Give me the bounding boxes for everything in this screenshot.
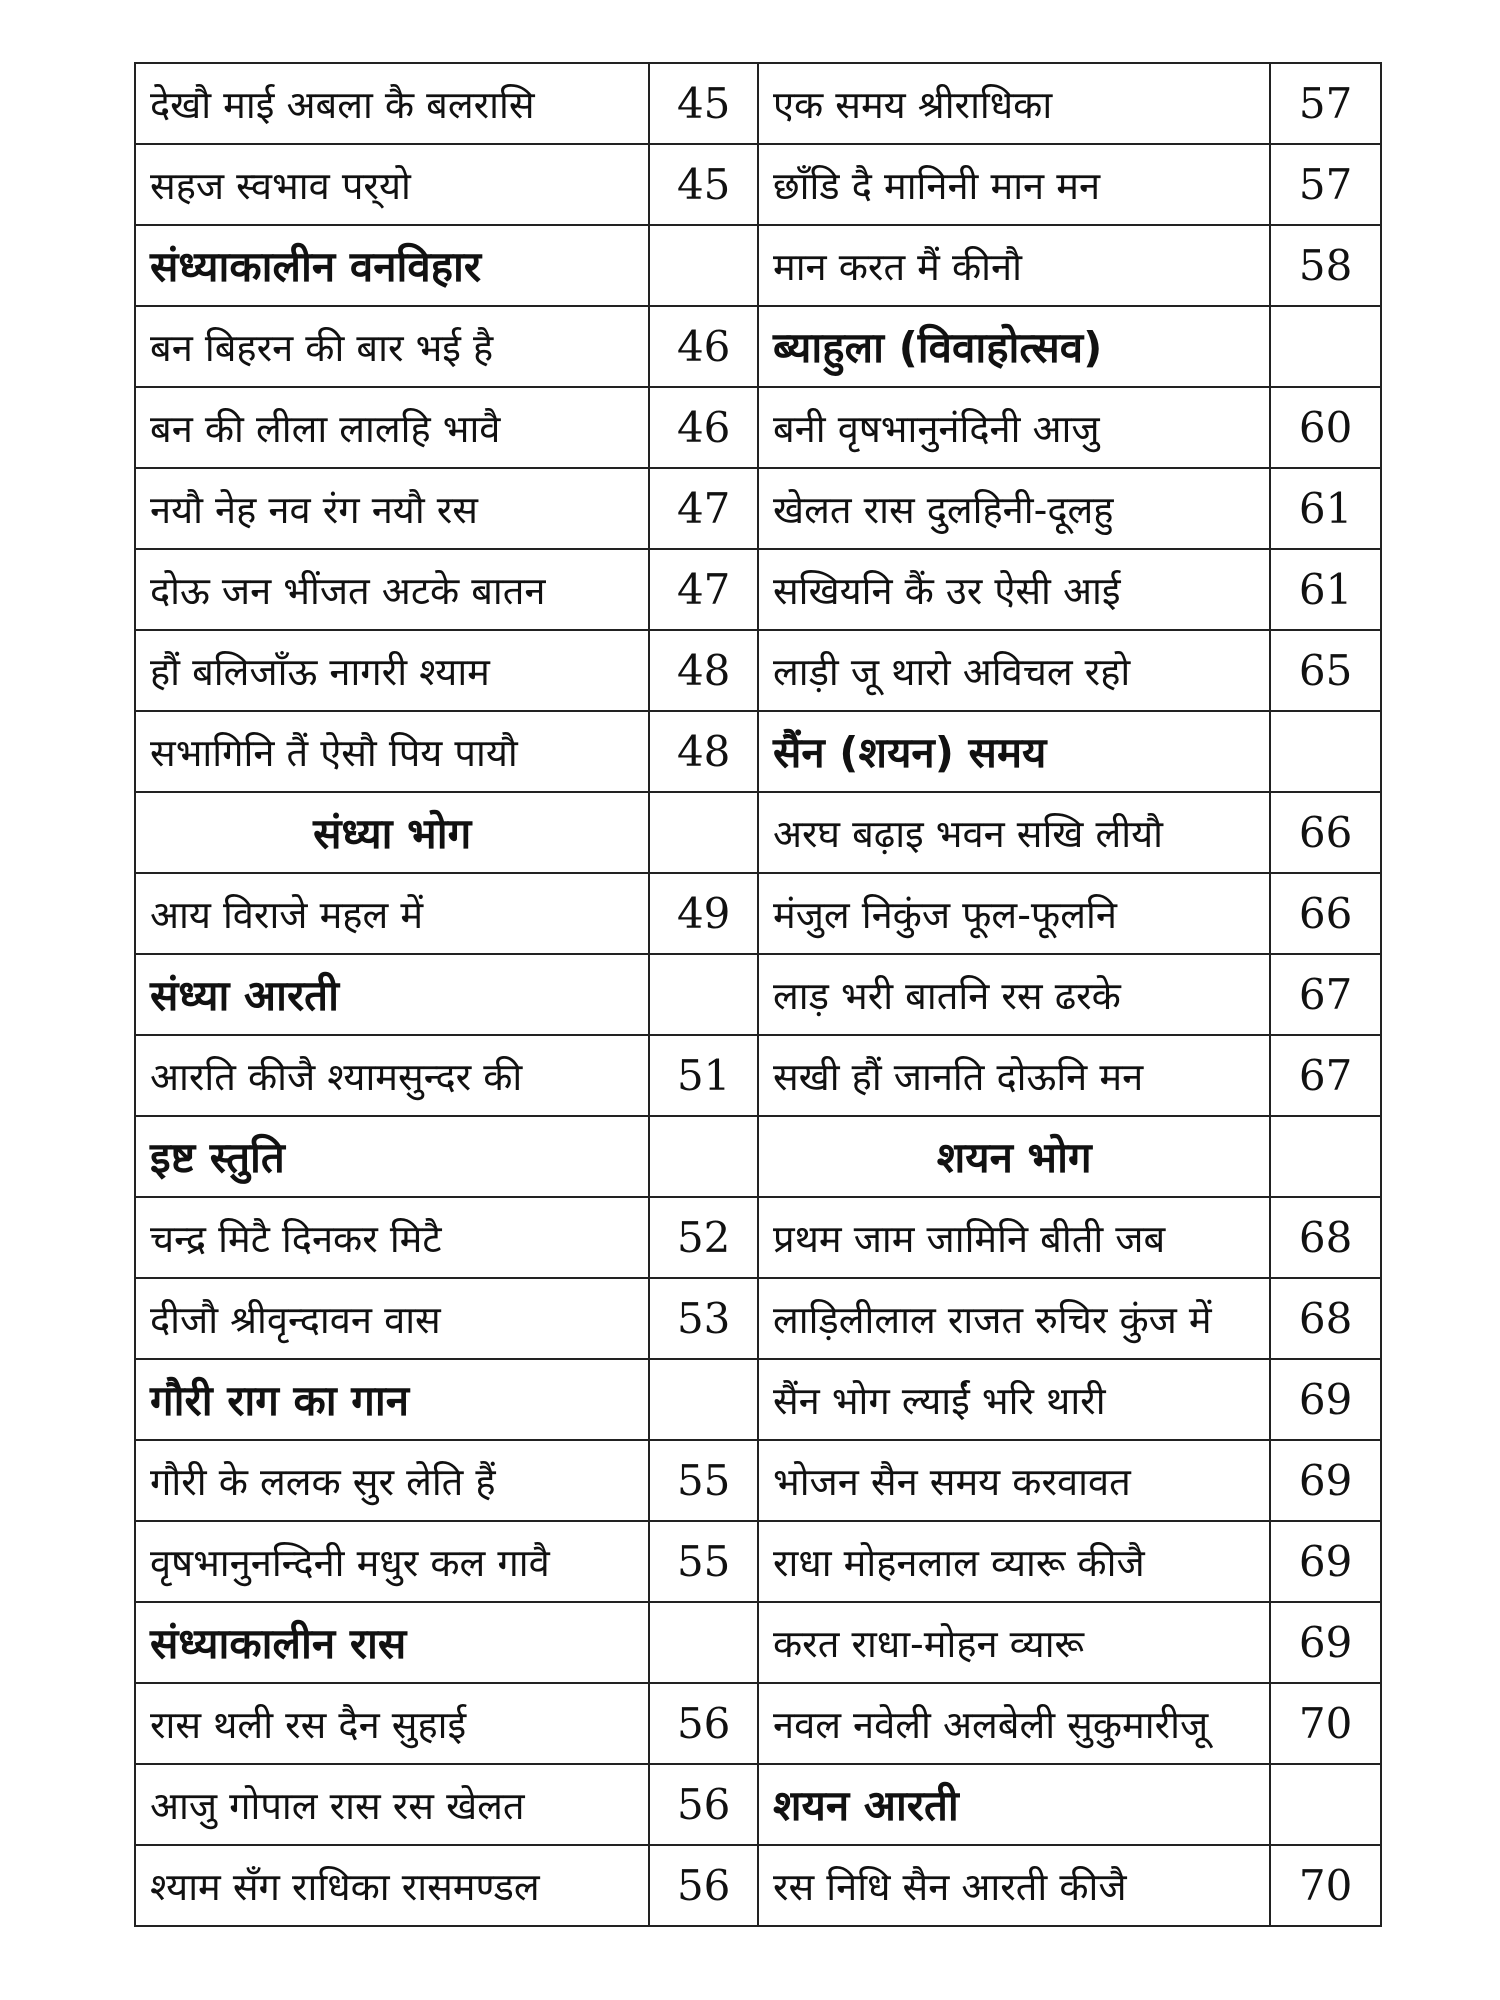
- entry-title: चन्द्र मिटै दिनकर मिटै: [135, 1197, 649, 1278]
- table-row: [135, 1197, 1381, 1278]
- table-row: [135, 1440, 1381, 1521]
- page-number: [1270, 1764, 1381, 1845]
- entry-title: श्याम सँग राधिका रासमण्डल: [135, 1845, 649, 1926]
- section-heading: संध्या भोग: [135, 792, 649, 873]
- page-number: 67: [1270, 1035, 1381, 1116]
- table-row: [135, 873, 1381, 954]
- page-number: 65: [1270, 630, 1381, 711]
- entry-title: अरघ बढ़ाइ भवन सखि लीयौ: [758, 792, 1270, 873]
- page-number: 55: [649, 1440, 758, 1521]
- section-heading: संध्या आरती: [135, 954, 649, 1035]
- entry-title: खेलत रास दुलहिनी-दूलहु: [758, 468, 1270, 549]
- entry-title: रास थली रस दैन सुहाई: [135, 1683, 649, 1764]
- page-number: [649, 1359, 758, 1440]
- page-number: [649, 225, 758, 306]
- section-heading: सैंन (शयन) समय: [758, 711, 1270, 792]
- entry-title: सभागिनि तैं ऐसौ पिय पायौ: [135, 711, 649, 792]
- section-heading: संध्याकालीन वनविहार: [135, 225, 649, 306]
- entry-title: नवल नवेली अलबेली सुकुमारीजू: [758, 1683, 1270, 1764]
- entry-title: सखियनि कैं उर ऐसी आई: [758, 549, 1270, 630]
- page-number: 66: [1270, 792, 1381, 873]
- page-number: 69: [1270, 1440, 1381, 1521]
- entry-title: गौरी के ललक सुर लेति हैं: [135, 1440, 649, 1521]
- page-number: [1270, 711, 1381, 792]
- section-heading: शयन आरती: [758, 1764, 1270, 1845]
- entry-title: रस निधि सैन आरती कीजै: [758, 1845, 1270, 1926]
- table-row: [135, 711, 1381, 792]
- entry-title: दीजौ श्रीवृन्दावन वास: [135, 1278, 649, 1359]
- page-number: [649, 1116, 758, 1197]
- entry-title: बनी वृषभानुनंदिनी आजु: [758, 387, 1270, 468]
- page-number: 68: [1270, 1278, 1381, 1359]
- page-number: 51: [649, 1035, 758, 1116]
- entry-title: एक समय श्रीराधिका: [758, 63, 1270, 144]
- page-number: 56: [649, 1683, 758, 1764]
- table-row: [135, 1359, 1381, 1440]
- entry-title: बन बिहरन की बार भई है: [135, 306, 649, 387]
- table-row: [135, 144, 1381, 225]
- table-row: [135, 1035, 1381, 1116]
- entry-title: छाँडि दै मानिनी मान मन: [758, 144, 1270, 225]
- table-row: [135, 549, 1381, 630]
- page-number: 45: [649, 144, 758, 225]
- entry-title: सैंन भोग ल्याईं भरि थारी: [758, 1359, 1270, 1440]
- page-number: 66: [1270, 873, 1381, 954]
- table-row: [135, 1602, 1381, 1683]
- page-number: 57: [1270, 63, 1381, 144]
- page-number: 47: [649, 468, 758, 549]
- entry-title: राधा मोहनलाल व्यारू कीजै: [758, 1521, 1270, 1602]
- toc-table: [134, 62, 1382, 1927]
- section-heading: शयन भोग: [758, 1116, 1270, 1197]
- page-number: 52: [649, 1197, 758, 1278]
- table-row: [135, 1521, 1381, 1602]
- page-number: 56: [649, 1845, 758, 1926]
- entry-title: बन की लीला लालहि भावै: [135, 387, 649, 468]
- page-number: 70: [1270, 1845, 1381, 1926]
- entry-title: सहज स्वभाव पर्‌यो: [135, 144, 649, 225]
- page-number: 49: [649, 873, 758, 954]
- section-heading: संध्याकालीन रास: [135, 1602, 649, 1683]
- entry-title: आरति कीजै श्यामसुन्दर की: [135, 1035, 649, 1116]
- entry-title: करत राधा-मोहन व्यारू: [758, 1602, 1270, 1683]
- page-number: [649, 792, 758, 873]
- entry-title: प्रथम जाम जामिनि बीती जब: [758, 1197, 1270, 1278]
- page-number: [649, 1602, 758, 1683]
- entry-title: भोजन सैन समय करवावत: [758, 1440, 1270, 1521]
- table-row: [135, 1278, 1381, 1359]
- entry-title: मंजुल निकुंज फूल-फूलनि: [758, 873, 1270, 954]
- page-number: 67: [1270, 954, 1381, 1035]
- page-number: [649, 954, 758, 1035]
- page-number: [1270, 306, 1381, 387]
- page-number: 55: [649, 1521, 758, 1602]
- entry-title: देखौ माई अबला कै बलरासि: [135, 63, 649, 144]
- entry-title: लाड़ी जू थारो अविचल रहो: [758, 630, 1270, 711]
- entry-title: लाड़ भरी बातनि रस ढरके: [758, 954, 1270, 1035]
- page-number: 68: [1270, 1197, 1381, 1278]
- section-heading: गौरी राग का गान: [135, 1359, 649, 1440]
- table-row: [135, 225, 1381, 306]
- section-heading: ब्याहुला (विवाहोत्सव): [758, 306, 1270, 387]
- table-row: [135, 1845, 1381, 1926]
- entry-title: सखी हौं जानति दोऊनि मन: [758, 1035, 1270, 1116]
- page-number: 56: [649, 1764, 758, 1845]
- entry-title: लाड़िलीलाल राजत रुचिर कुंज में: [758, 1278, 1270, 1359]
- page-number: 57: [1270, 144, 1381, 225]
- page-number: 60: [1270, 387, 1381, 468]
- page-number: 46: [649, 306, 758, 387]
- entry-title: नयौ नेह नव रंग नयौ रस: [135, 468, 649, 549]
- page-number: 70: [1270, 1683, 1381, 1764]
- table-row: [135, 306, 1381, 387]
- table-row: [135, 387, 1381, 468]
- entry-title: हौं बलिजाँऊ नागरी श्याम: [135, 630, 649, 711]
- table-row: [135, 1116, 1381, 1197]
- table-row: [135, 1764, 1381, 1845]
- page-number: 53: [649, 1278, 758, 1359]
- table-row: [135, 1683, 1381, 1764]
- table-row: [135, 468, 1381, 549]
- entry-title: दोऊ जन भींजत अटके बातन: [135, 549, 649, 630]
- page-number: [1270, 1116, 1381, 1197]
- table-row: [135, 630, 1381, 711]
- page-number: 69: [1270, 1359, 1381, 1440]
- page-number: 47: [649, 549, 758, 630]
- page-number: 58: [1270, 225, 1381, 306]
- page-number: 61: [1270, 468, 1381, 549]
- page-number: 46: [649, 387, 758, 468]
- entry-title: वृषभानुनन्दिनी मधुर कल गावै: [135, 1521, 649, 1602]
- page-number: 48: [649, 630, 758, 711]
- page-number: 45: [649, 63, 758, 144]
- page-number: 61: [1270, 549, 1381, 630]
- table-row: [135, 792, 1381, 873]
- toc-body: [135, 63, 1381, 1926]
- entry-title: मान करत मैं कीनौ: [758, 225, 1270, 306]
- entry-title: आय विराजे महल में: [135, 873, 649, 954]
- entry-title: आजु गोपाल रास रस खेलत: [135, 1764, 649, 1845]
- page-number: 69: [1270, 1521, 1381, 1602]
- section-heading: इष्ट स्तुति: [135, 1116, 649, 1197]
- table-row: [135, 63, 1381, 144]
- table-row: [135, 954, 1381, 1035]
- page-number: 48: [649, 711, 758, 792]
- page-number: 69: [1270, 1602, 1381, 1683]
